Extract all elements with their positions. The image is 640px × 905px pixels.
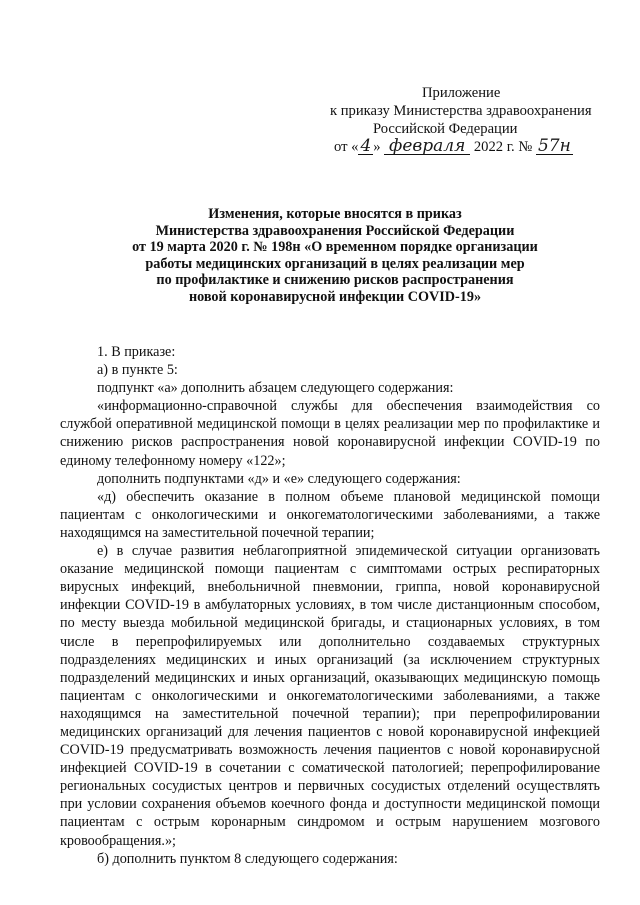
paragraph-subpoint-a: подпункт «а» дополнить абзацем следующего содержания:: [97, 380, 454, 397]
title-line: по профилактике и снижению рисков распространения: [156, 272, 514, 289]
paragraph-subpoint-d: «д) обеспечить оказание в полном объеме плановой медицинской помощи пациентам с онкологическими и онкогематологическими заболеваниями, а также находящимся на заместительной почечной терапии;: [60, 488, 600, 541]
date-day-suffix: »: [373, 139, 381, 155]
handwritten-order-number: 57н: [537, 136, 571, 156]
order-date-line: [334, 138, 573, 156]
year-and-number-label: 2022 г. №: [473, 139, 533, 155]
document-body: [60, 343, 600, 868]
date-prefix: от «: [334, 139, 359, 155]
title-line: Министерства здравоохранения Российской Федерации: [155, 222, 515, 239]
paragraph-info-service: «информационно-справочной службы для обеспечения взаимодействия со службой оперативной медицинской помощи в целях реализации мер по профилактике и снижению рисков распространения новой коронавирусной инфекции COVID-19 по единому телефонному номеру «122»;: [60, 398, 600, 469]
paragraph-item-1: 1. В приказе:: [97, 344, 176, 360]
appendix-label: Приложение: [422, 85, 501, 101]
title-line: новой коронавирусной инфекции COVID-19»: [188, 288, 482, 305]
paragraph-sub-b: б) дополнить пунктом 8 следующего содержания:: [97, 850, 398, 867]
title-line: работы медицинских организаций в целях реализации мер: [145, 255, 525, 272]
paragraph-add-subpoints: дополнить подпунктами «д» и «е» следующего содержания:: [97, 470, 461, 487]
handwritten-month: февраля: [384, 138, 470, 155]
paragraph-sub-a: а) в пункте 5:: [97, 362, 178, 379]
title-line: от 19 марта 2020 г. № 198н «О временном порядке организации: [132, 239, 538, 256]
title-line: Изменения, которые вносятся в приказ: [208, 206, 462, 222]
federation-label: Российской Федерации: [373, 121, 518, 137]
paragraph-subpoint-e: е) в случае развития неблагоприятной эпидемической ситуации организовать оказание медицинской помощи пациентам с симптомами острых респираторных вирусных инфекций, внебольничной пневмонии, гриппа, новой коронавирусной инфекции COVID-19 в амбулаторных условиях, в том числе дистанционным способом, по месту выезда мобильной медицинской бригады, и стационарных условиях, в том числе в перепрофилируемых или дополнительно создаваемых структурных подразделениях медицинских и иных организаций (за исключением структурных подразделений медицинских и иных организаций, оказывающих медицинскую помощь пациентам с онкологическими и онкогематологическими заболеваниями, а также находящимся на заместительной почечной терапии); при перепрофилировании медицинских организаций для лечения пациентов с новой коронавирусной инфекцией COVID-19 предусматривать возможность лечения пациентов с новой коронавирусной инфекцией COVID-19 в сочетании с соматической патологией; перепрофилирование региональных сосудистых центров и первичных сосудистых отделений осуществлять при условии сохранения объемов коечного фонда и доступности медицинской помощи пациентам с острым коронарным синдромом и острым нарушением мозгового кровообращения.»;: [60, 543, 600, 849]
order-reference: к приказу Министерства здравоохранения: [330, 103, 592, 119]
handwritten-day: 4: [360, 136, 372, 156]
document-title: [70, 206, 600, 306]
